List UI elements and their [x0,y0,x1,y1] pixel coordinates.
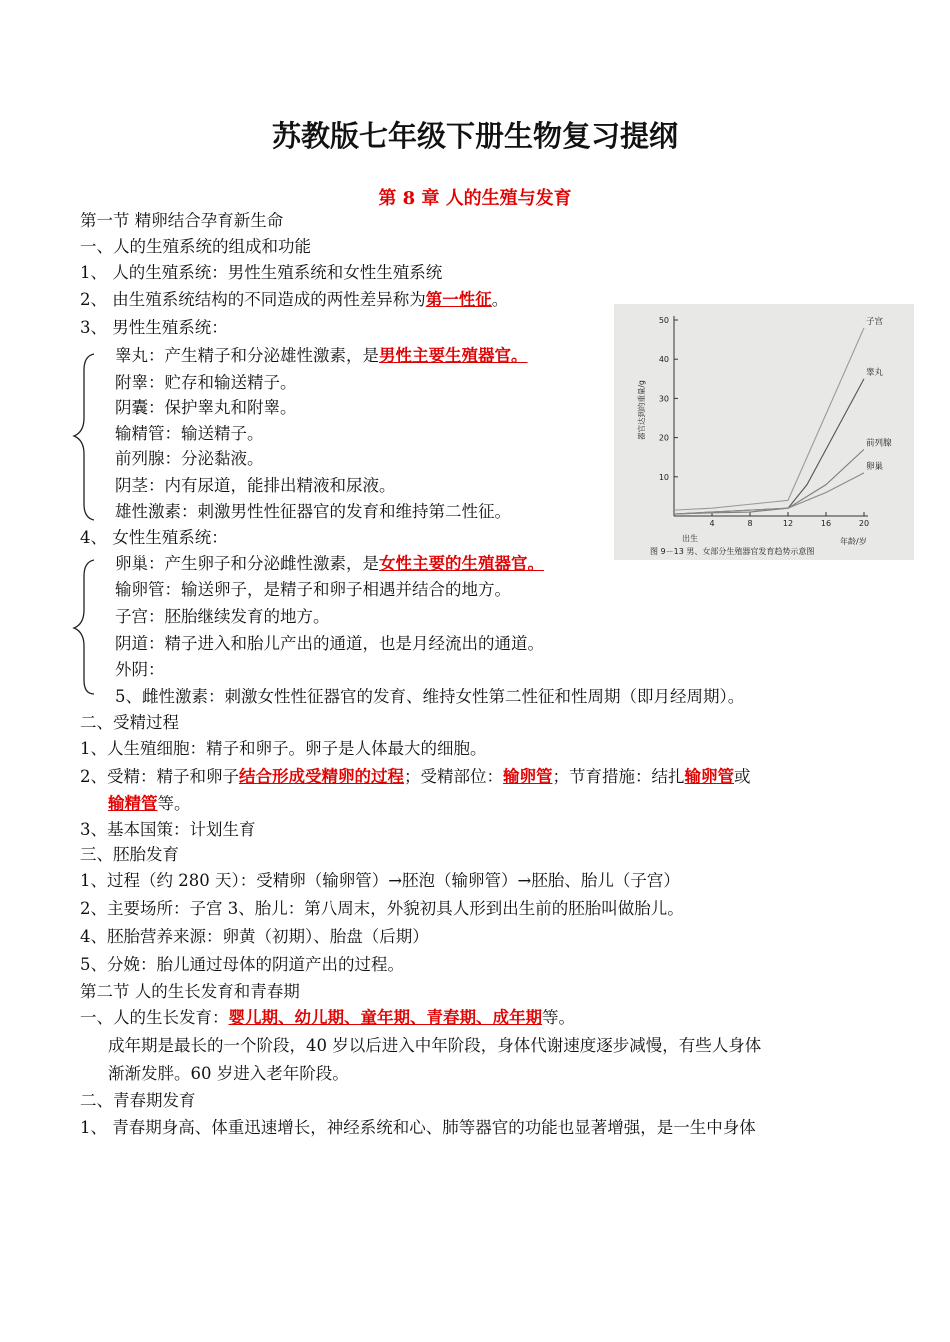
fert-policy: 3、基本国策：计划生育 [80,820,256,839]
female-vulva: 外阴： [115,660,165,679]
heading-puberty: 二、青春期发育 [80,1091,196,1110]
growth-stages: 一、人的生长发育：婴儿期、幼儿期、童年期、青春期、成年期等。 [80,1008,575,1027]
adult-stage: 成年期是最长的一个阶段，40 岁以后进入中年阶段，身体代谢速度逐步减慢，有些人身体 [108,1036,762,1055]
series-line [674,379,864,514]
line-system: 1、 人的生殖系统：男性生殖系统和女性生殖系统 [80,263,443,282]
heading-fertilization: 二、受精过程 [80,713,179,732]
line-first-sex-char: 2、 由生殖系统结构的不同造成的两性差异称为第一性征。 [80,290,509,309]
x-axis-label: 年龄/岁 [840,537,867,546]
male-hormone: 雄性激素：刺激男性性征器官的发育和维持第二性征。 [115,502,511,521]
female-ovary: 卵巢：产生卵子和分泌雌性激素，是女性主要的生殖器官。 [115,554,544,573]
series-line [674,473,864,514]
female-hormone: 5、雌性激素：刺激女性性征器官的发育、维持女性第二性征和性周期（即月经周期）。 [115,687,745,706]
chart-svg [614,304,914,560]
fert-cells: 1、人生殖细胞：精子和卵子。卵子是人体最大的细胞。 [80,739,487,758]
female-vagina: 阴道：精子进入和胎儿产出的通道，也是月经流出的通道。 [115,634,544,653]
line-female-system: 4、 女性生殖系统： [80,528,228,547]
embryo-site: 2、主要场所：子宫 3、胎儿：第八周末，外貌初具人形到出生前的胚胎叫做胎儿。 [80,899,684,918]
male-testis: 睾丸：产生精子和分泌雄性激素，是男性主要生殖器官。 [115,346,528,365]
series-label: 前列腺 [866,438,892,449]
adult-stage-cont: 渐渐发胖。60 岁进入老年阶段。 [108,1064,349,1083]
embryo-nutrition: 4、胚胎营养来源：卵黄（初期）、胎盘（后期） [80,927,429,946]
male-penis: 阴茎：内有尿道，能排出精液和尿液。 [115,476,396,495]
female-oviduct: 输卵管：输送卵子，是精子和卵子相遇并结合的地方。 [115,580,511,599]
organ-growth-chart [614,304,914,560]
fert-process-cont: 输精管等。 [108,794,191,813]
embryo-process: 1、过程（约 280 天）：受精卵（输卵管）→胚泡（输卵管）→胚胎、胎儿（子宫） [80,871,680,890]
fert-process: 2、受精：精子和卵子结合形成受精卵的过程；受精部位：输卵管；节育措施：结扎输卵管或 [80,767,751,786]
y-tick-label: 40 [658,355,669,365]
heading-embryo: 三、胚胎发育 [80,845,179,864]
y-axis-label: 器官达到的重量/g [637,380,646,440]
y-tick-label: 50 [658,316,669,325]
series-label: 睾丸 [866,367,884,378]
series-line [674,328,864,510]
embryo-birth: 5、分娩：胎儿通过母体的阴道产出的过程。 [80,955,404,974]
x-tick-label: 4 [709,519,715,528]
male-brace-icon [70,352,100,522]
male-epididymis: 附睾：贮存和输送精子。 [115,373,297,392]
y-tick-label: 20 [658,433,669,443]
series-label: 子宫 [866,316,884,327]
chart-caption: 图 9－13 男、女部分生殖器官发育趋势示意图 [650,547,815,556]
female-uterus: 子宫：胚胎继续发育的地方。 [115,607,330,626]
y-tick-label: 30 [658,394,669,404]
male-prostate: 前列腺：分泌黏液。 [115,449,264,468]
x-tick-label: 16 [820,519,832,528]
section-2-heading: 第二节 人的生长发育和青春期 [80,982,300,1001]
section-1-heading: 第一节 精卵结合孕育新生命 [80,211,284,230]
line-male-system: 3、 男性生殖系统： [80,318,228,337]
document-title: 苏教版七年级下册生物复习提纲 [271,119,678,153]
x-tick-label: 20 [858,519,870,528]
male-vas-deferens: 输精管：输送精子。 [115,424,264,443]
series-line [674,449,864,514]
x-tick-label: 8 [747,519,753,528]
male-scrotum: 阴囊：保护睾丸和附睾。 [115,398,297,417]
heading-reproductive-system: 一、人的生殖系统的组成和功能 [80,237,311,256]
y-tick-label: 10 [658,472,669,482]
series-label: 卵巢 [866,461,884,472]
chapter-heading: 第 8 章 人的生殖与发育 [378,188,572,209]
x-tick-label: 12 [782,519,794,528]
puberty-line-1: 1、 青春期身高、体重迅速增长，神经系统和心、肺等器官的功能也显著增强，是一生中身体 [80,1118,756,1137]
female-brace-icon [70,558,100,696]
x-origin-label: 出生 [682,534,698,543]
